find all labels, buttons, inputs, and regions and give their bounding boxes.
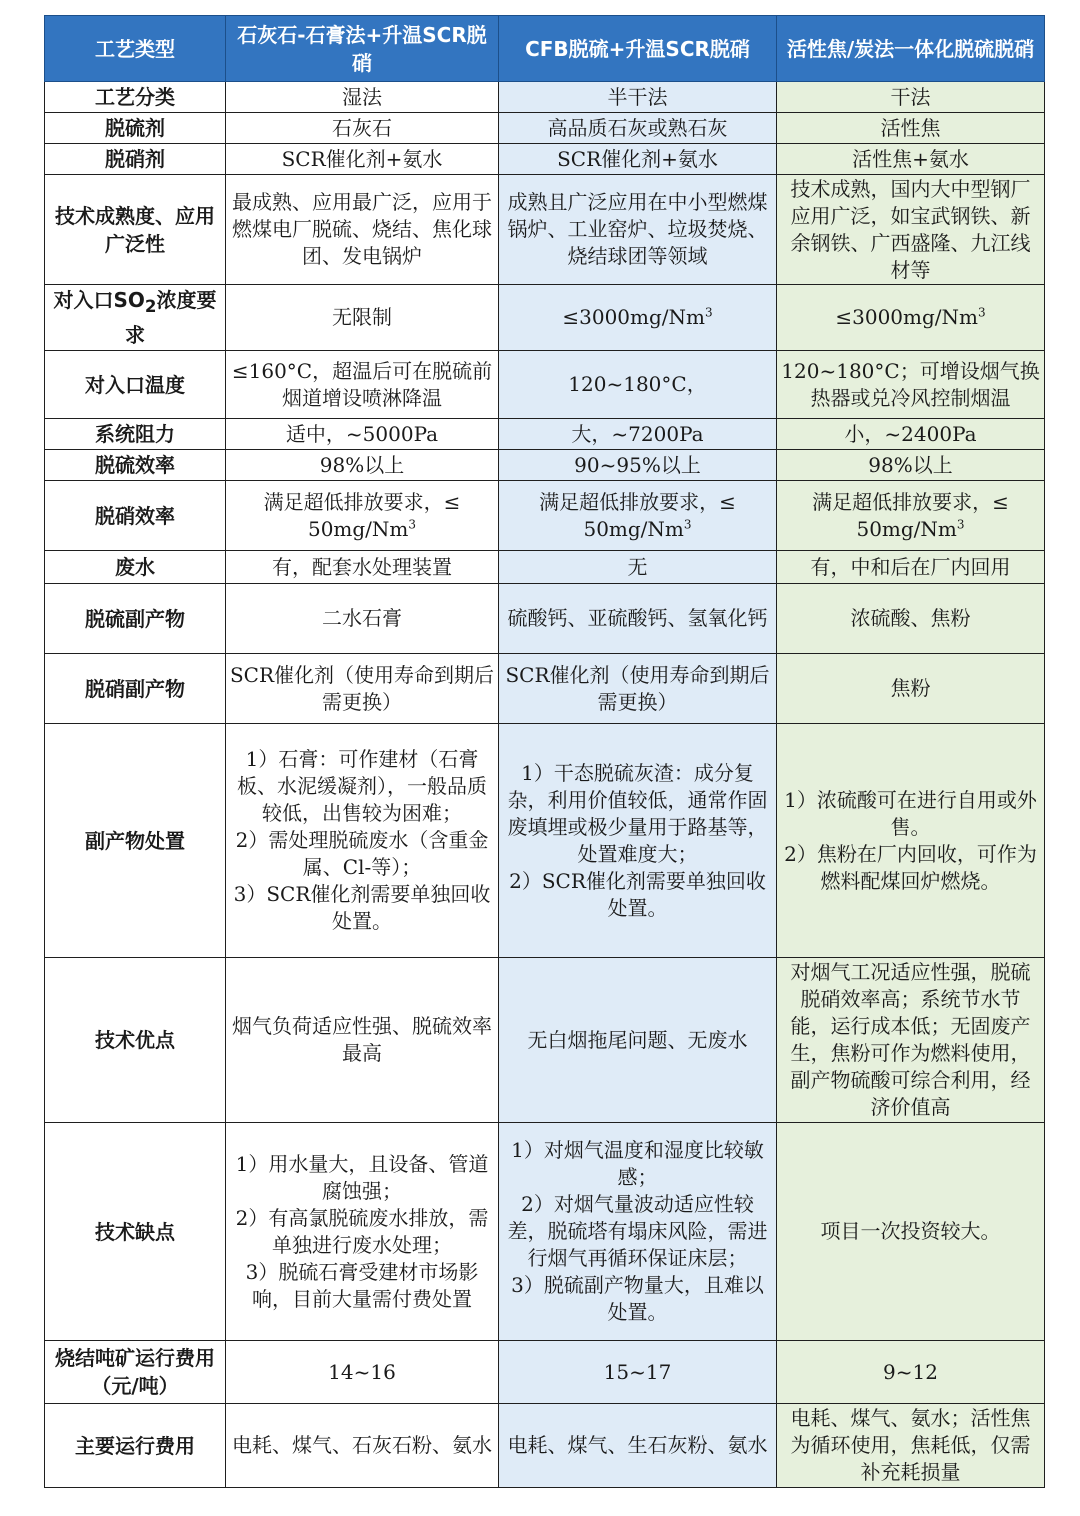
row-label: 脱硫效率 <box>45 450 226 481</box>
row-label: 工艺分类 <box>45 82 226 113</box>
label-part: 浓度要求 <box>125 288 217 347</box>
cell: 高品质石灰或熟石灰 <box>499 113 777 144</box>
cell: 15~17 <box>499 1341 777 1404</box>
cell: 90~95%以上 <box>499 450 777 481</box>
cell <box>226 1123 499 1341</box>
cell: 浓硫酸、焦粉 <box>777 584 1045 654</box>
cell-text: 满足超低排放要求，≤ 50mg/Nm <box>812 489 1009 541</box>
cell <box>777 285 1045 351</box>
table-row <box>45 1341 1045 1404</box>
cell: 烟气负荷适应性强、脱硫效率最高 <box>226 958 499 1123</box>
table-row <box>45 584 1045 654</box>
row-label: 技术缺点 <box>45 1123 226 1341</box>
table-row <box>45 175 1045 285</box>
header-limestone-gypsum: 石灰石-石膏法+升温SCR脱硝 <box>226 16 499 82</box>
table-row <box>45 450 1045 481</box>
cell-line: 1）浓硫酸可在进行自用或外售。 <box>784 787 1037 839</box>
cell-line: 3）SCR催化剂需要单独回收处置。 <box>233 882 491 933</box>
cell: 电耗、煤气、生石灰粉、氨水 <box>499 1404 777 1488</box>
row-label: 废水 <box>45 551 226 584</box>
unit-superscript: 3 <box>408 516 417 531</box>
cell: SCR催化剂（使用寿命到期后需更换） <box>226 654 499 724</box>
table-row <box>45 958 1045 1123</box>
cell: 有，配套水处理装置 <box>226 551 499 584</box>
row-label: 对入口温度 <box>45 351 226 419</box>
table-row <box>45 113 1045 144</box>
cell: 活性焦 <box>777 113 1045 144</box>
cell: 焦粉 <box>777 654 1045 724</box>
row-label: 脱硝剂 <box>45 144 226 175</box>
cell-text: 满足超低排放要求，≤ 50mg/Nm <box>539 489 736 541</box>
cell: 14~16 <box>226 1341 499 1404</box>
table-row <box>45 724 1045 958</box>
cell: 无 <box>499 551 777 584</box>
row-label: 脱硫剂 <box>45 113 226 144</box>
cell: 活性焦+氨水 <box>777 144 1045 175</box>
table-row <box>45 1123 1045 1341</box>
table-row <box>45 351 1045 419</box>
header-cfb: CFB脱硫+升温SCR脱硝 <box>499 16 777 82</box>
cell: 无限制 <box>226 285 499 351</box>
header-process-type: 工艺类型 <box>45 16 226 82</box>
row-label: 系统阻力 <box>45 419 226 450</box>
row-label: 脱硝副产物 <box>45 654 226 724</box>
cell-line: 2）有高氯脱硫废水排放，需单独进行废水处理； <box>235 1205 489 1257</box>
cell <box>499 481 777 551</box>
cell-line: 1）对烟气温度和湿度比较敏感； <box>511 1138 764 1189</box>
table-row <box>45 1404 1045 1488</box>
row-label: 副产物处置 <box>45 724 226 958</box>
table-row <box>45 82 1045 113</box>
cell <box>777 724 1045 958</box>
cell-line: 1）用水量大，且设备、管道腐蚀强； <box>235 1151 489 1203</box>
table-row <box>45 654 1045 724</box>
cell: 成熟且广泛应用在中小型燃煤锅炉、工业窑炉、垃圾焚烧、烧结球团等领域 <box>499 175 777 285</box>
label-subscript: 2 <box>144 297 157 316</box>
row-label: 烧结吨矿运行费用（元/吨） <box>45 1341 226 1404</box>
cell: 120~180°C， <box>499 351 777 419</box>
cell <box>499 285 777 351</box>
cell: 电耗、煤气、石灰石粉、氨水 <box>226 1404 499 1488</box>
row-label: 主要运行费用 <box>45 1404 226 1488</box>
cell: 对烟气工况适应性强，脱硫脱硝效率高；系统节水节能，运行成本低；无固废产生，焦粉可作为燃料使用，副产物硫酸可综合利用，经济价值高 <box>777 958 1045 1123</box>
table-row <box>45 551 1045 584</box>
header-activated-coke: 活性焦/炭法一体化脱硫脱硝 <box>777 16 1045 82</box>
cell: 技术成熟，国内大中型钢厂应用广泛，如宝武钢铁、新余钢铁、广西盛隆、九江线材等 <box>777 175 1045 285</box>
unit-superscript: 3 <box>978 305 986 320</box>
cell <box>777 481 1045 551</box>
unit-superscript: 3 <box>956 516 965 531</box>
cell: SCR催化剂+氨水 <box>499 144 777 175</box>
row-label: 脱硫副产物 <box>45 584 226 654</box>
cell-text: 满足超低排放要求，≤ 50mg/Nm <box>263 489 461 541</box>
table-row <box>45 144 1045 175</box>
table-row <box>45 481 1045 551</box>
cell-line: 1）石膏：可作建材（石膏板、水泥缓凝剂），一般品质较低，出售较为困难； <box>237 747 487 825</box>
row-label <box>45 285 226 351</box>
cell: ≤160°C，超温后可在脱硫前烟道增设喷淋降温 <box>226 351 499 419</box>
cell: 电耗、煤气、氨水；活性焦为循环使用，焦耗低，仅需补充耗损量 <box>777 1404 1045 1488</box>
cell-line: 2）需处理脱硫废水（含重金属、Cl-等）； <box>235 828 489 879</box>
cell-line: 2）对烟气量波动适应性较差，脱硫塔有塌床风险，需进行烟气再循环保证床层； <box>507 1192 768 1270</box>
header-row <box>45 16 1045 82</box>
label-part: 对入口SO <box>53 288 145 312</box>
cell: 石灰石 <box>226 113 499 144</box>
cell-line: 3）脱硫石膏受建材市场影响，目前大量需付费处置 <box>245 1259 479 1311</box>
cell <box>499 1123 777 1341</box>
cell: 120~180°C；可增设烟气换热器或兑冷风控制烟温 <box>777 351 1045 419</box>
cell: 二水石膏 <box>226 584 499 654</box>
cell: 9~12 <box>777 1341 1045 1404</box>
cell: 适中，~5000Pa <box>226 419 499 450</box>
cell: 硫酸钙、亚硫酸钙、氢氧化钙 <box>499 584 777 654</box>
comparison-table <box>44 15 1045 1488</box>
table-row <box>45 419 1045 450</box>
cell <box>226 724 499 958</box>
cell: 有，中和后在厂内回用 <box>777 551 1045 584</box>
cell-line: 3）脱硫副产物量大，且难以处置。 <box>511 1273 764 1324</box>
cell <box>226 481 499 551</box>
cell-text: ≤3000mg/Nm <box>562 305 705 329</box>
cell: 最成熟、应用最广泛，应用于燃煤电厂脱硫、烧结、焦化球团、发电锅炉 <box>226 175 499 285</box>
unit-superscript: 3 <box>705 305 713 320</box>
cell-line: 2）SCR催化剂需要单独回收处置。 <box>509 868 766 920</box>
cell: 小，~2400Pa <box>777 419 1045 450</box>
cell: 98%以上 <box>226 450 499 481</box>
cell: SCR催化剂（使用寿命到期后需更换） <box>499 654 777 724</box>
cell: 项目一次投资较大。 <box>777 1123 1045 1341</box>
cell: 98%以上 <box>777 450 1045 481</box>
table-row <box>45 285 1045 351</box>
unit-superscript: 3 <box>683 516 692 531</box>
cell: 湿法 <box>226 82 499 113</box>
cell: 无白烟拖尾问题、无废水 <box>499 958 777 1123</box>
row-label: 技术成熟度、应用广泛性 <box>45 175 226 285</box>
cell-text: ≤3000mg/Nm <box>835 305 978 329</box>
cell-line: 2）焦粉在厂内回收，可作为燃料配煤回炉燃烧。 <box>784 841 1037 893</box>
cell: 大，~7200Pa <box>499 419 777 450</box>
cell: 半干法 <box>499 82 777 113</box>
cell: 干法 <box>777 82 1045 113</box>
row-label: 技术优点 <box>45 958 226 1123</box>
cell <box>499 724 777 958</box>
row-label: 脱硝效率 <box>45 481 226 551</box>
cell: SCR催化剂+氨水 <box>226 144 499 175</box>
cell-line: 1）干态脱硫灰渣：成分复杂，利用价值较低，通常作固废填埋或极少量用于路基等，处置难度大； <box>507 760 768 866</box>
